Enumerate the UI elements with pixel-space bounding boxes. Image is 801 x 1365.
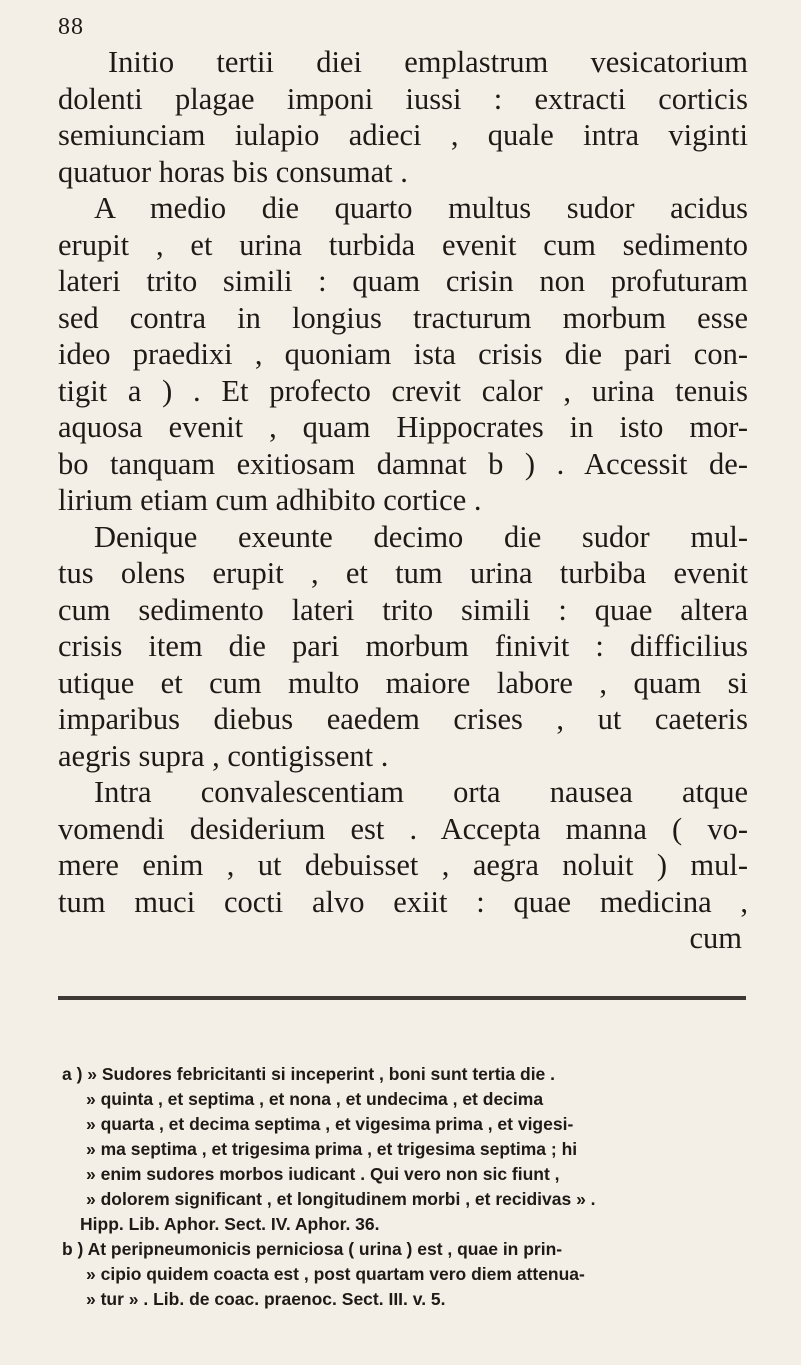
text-line: imparibus diebus eaedem crises , ut caeteris [58, 702, 748, 736]
text-line: lateri trito simili : quam crisin non profuturam [58, 264, 748, 298]
footnote-line: » quinta , et septima , et nona , et undecima , et decima [86, 1089, 544, 1109]
text-line: quatuor horas bis consumat . [58, 154, 408, 189]
page-number: 88 [58, 14, 84, 40]
text-line: crisis item die pari morbum finivit : difficilius [58, 629, 748, 663]
footnote-line: » ma septima , et trigesima prima , et trigesima septima ; hi [86, 1139, 578, 1159]
footnotes [62, 1062, 750, 1312]
text-line: tigit a ) . Et profecto crevit calor , urina tenuis [58, 373, 748, 408]
text-line: mere enim , ut debuisset , aegra noluit ) mul- [58, 848, 748, 882]
text-line: tus olens erupit , et tum urina turbiba evenit [58, 556, 748, 590]
footnote-line: » enim sudores morbos iudicant . Qui vero non sic fiunt , [86, 1164, 560, 1184]
footnote-line: Hipp. Lib. Aphor. Sect. IV. Aphor. 36. [80, 1214, 380, 1234]
text-line: Denique exeunte decimo die sudor mul- [94, 519, 748, 554]
text-line: ideo praedixi , quoniam ista crisis die pari con- [58, 337, 748, 371]
text-line: sed contra in longius tracturum morbum esse [58, 300, 748, 335]
text-line: dolenti plagae imponi iussi : extracti corticis [58, 81, 748, 116]
catchword: cum [689, 921, 742, 955]
main-text [58, 44, 748, 957]
footnote-line: b ) At peripneumonicis perniciosa ( urina ) est , quae in prin- [62, 1239, 563, 1259]
text-line: erupit , et urina turbida evenit cum sedimento [58, 227, 748, 262]
text-line: lirium etiam cum adhibito cortice . [58, 483, 482, 517]
text-line: Initio tertii diei emplastrum vesicatorium [108, 45, 748, 79]
text-line: A medio die quarto multus sudor acidus [94, 191, 748, 225]
text-line: bo tanquam exitiosam damnat b ) . Accessit de- [58, 446, 748, 481]
footnote-divider [58, 996, 746, 1000]
footnote-line: » quarta , et decima septima , et vigesima prima , et vigesi- [86, 1114, 574, 1134]
text-line: utique et cum multo maiore labore , quam si [58, 665, 748, 700]
footnote-line: a ) » Sudores febricitanti si inceperint , boni sunt tertia die . [62, 1064, 556, 1084]
footnote-line: » tur » . Lib. de coac. praenoc. Sect. III. v. 5. [86, 1289, 446, 1309]
text-line: tum muci cocti alvo exiit : quae medicina , [58, 884, 748, 919]
text-line: aegris supra , contigissent . [58, 738, 389, 773]
text-line: Intra convalescentiam orta nausea atque [94, 775, 748, 809]
text-line: cum sedimento lateri trito simili : quae altera [58, 592, 748, 627]
text-line: aquosa evenit , quam Hippocrates in isto mor- [58, 410, 748, 444]
footnote-line: » dolorem significant , et longitudinem morbi , et recidivas » . [86, 1189, 596, 1209]
text-line: vomendi desiderium est . Accepta manna ( vo- [58, 811, 748, 846]
text-line: semiunciam iulapio adieci , quale intra viginti [58, 118, 748, 152]
footnote-line: » cipio quidem coacta est , post quartam vero diem attenua- [86, 1264, 585, 1284]
